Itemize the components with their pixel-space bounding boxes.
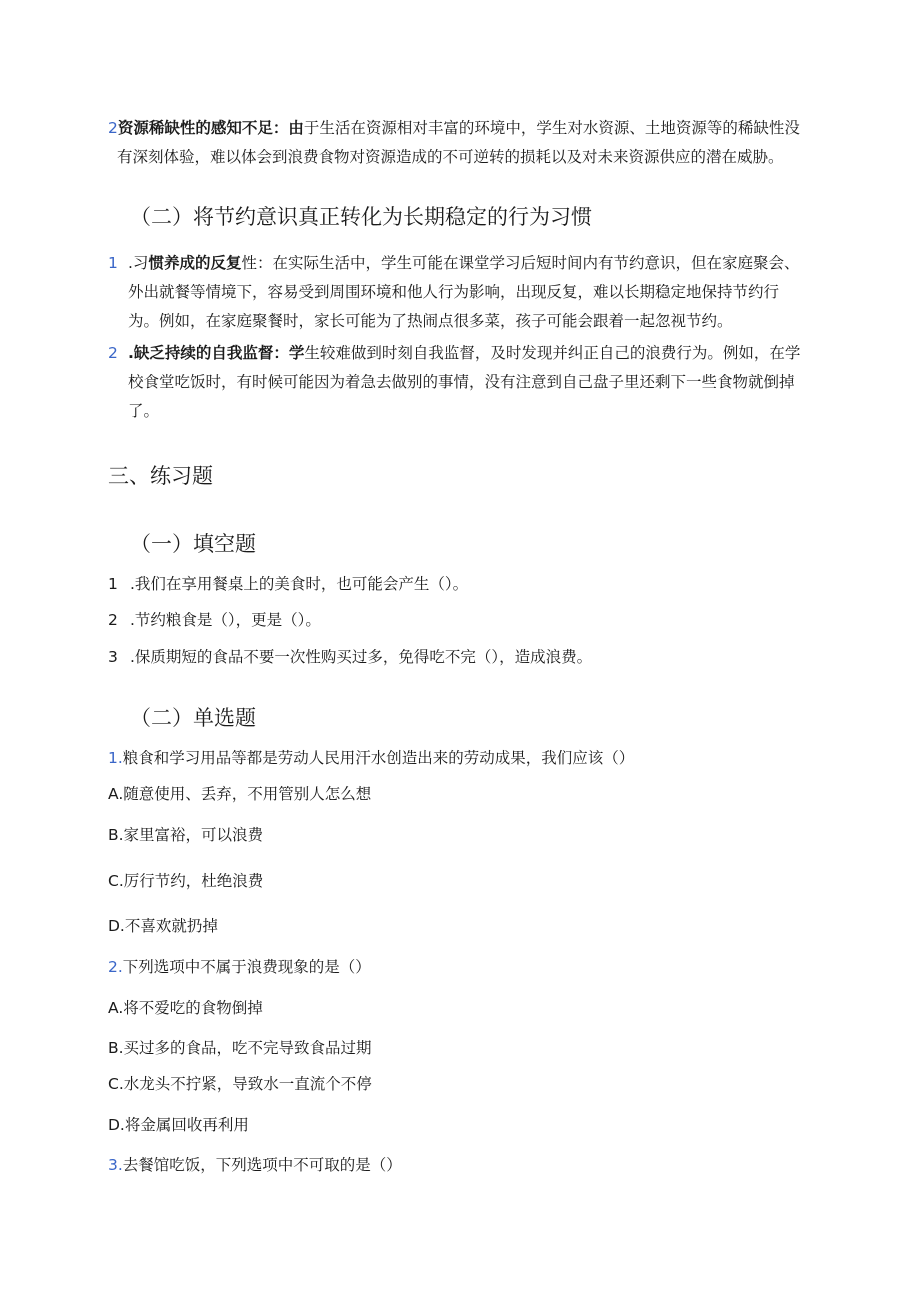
habit-item-1 [108, 249, 808, 336]
option-d: D.将金属回收再利用 [108, 1116, 249, 1134]
scarcity-paragraph [108, 114, 808, 172]
section-heading: （二）将节约意识真正转化为长期稳定的行为习惯 [130, 205, 592, 229]
item-text-line: 有深刻体验，难以体会到浪费食物对资源造成的不可逆转的损耗以及对未来资源供应的潜在威胁。 [117, 148, 784, 166]
question-3: 3.去餐馆吃饭，下列选项中不可取的是（） [108, 1156, 402, 1174]
item-bold-lead: 惯养成的反复 [148, 254, 242, 272]
option-b: B.买过多的食品，吃不完导致食品过期 [108, 1039, 372, 1057]
item-bold-lead: .缺乏持续的自我监督：学 [128, 344, 305, 362]
item-number: 1 [108, 254, 118, 272]
option-c: C.水龙头不拧紧，导致水一直流个不停 [108, 1075, 372, 1093]
item-text-line: 外出就餐等情境下，容易受到周围环境和他人行为影响，出现反复，难以长期稳定地保持节约行 [128, 283, 780, 301]
option-d: D.不喜欢就扔掉 [108, 917, 218, 935]
item-prefix: .习 [128, 254, 149, 272]
habit-item-2 [108, 339, 808, 426]
item-text-line: 了。 [128, 402, 160, 420]
item-bold-lead: 资源稀缺性的感知不足：由 [117, 119, 304, 137]
item-text: 于生活在资源相对丰富的环境中，学生对水资源、土地资源等的稀缺性没 [303, 119, 800, 137]
single-choice-heading: （二）单选题 [130, 706, 256, 730]
option-a: A.随意使用、丢弃，不用管别人怎么想 [108, 785, 372, 803]
item-text-line: 为。例如，在家庭聚餐时，家长可能为了热闹点很多菜，孩子可能会跟着一起忽视节约。 [128, 312, 733, 330]
item-number: 2 [108, 119, 118, 137]
question-1: 1.粮食和学习用品等都是劳动人民用汗水创造出来的劳动成果，我们应该（） [108, 749, 635, 767]
option-a: A.将不爱吃的食物倒掉 [108, 999, 263, 1017]
question-2: 2.下列选项中不属于浪费现象的是（） [108, 958, 371, 976]
item-text: 生较难做到时刻自我监督，及时发现并纠正自己的浪费行为。例如，在学 [304, 344, 801, 362]
chapter-heading: 三、练习题 [108, 464, 213, 488]
item-number: 2 [108, 344, 118, 362]
option-c: C.厉行节约，杜绝浪费 [108, 872, 264, 890]
option-b: B.家里富裕，可以浪费 [108, 826, 264, 844]
item-text: 性：在实际生活中，学生可能在课堂学习后短时间内有节约意识，但在家庭聚会、 [241, 254, 800, 272]
item-text-line: 校食堂吃饭时，有时候可能因为着急去做别的事情，没有注意到自己盘子里还剩下一些食物就倒掉 [128, 373, 795, 391]
fill-item: 1 .我们在享用餐桌上的美食时，也可能会产生（）。 [108, 575, 469, 593]
fill-item: 3 .保质期短的食品不要一次性购买过多，免得吃不完（），造成浪费。 [108, 648, 593, 666]
fill-blank-heading: （一）填空题 [130, 532, 256, 556]
fill-item: 2 .节约粮食是（），更是（）。 [108, 611, 321, 629]
